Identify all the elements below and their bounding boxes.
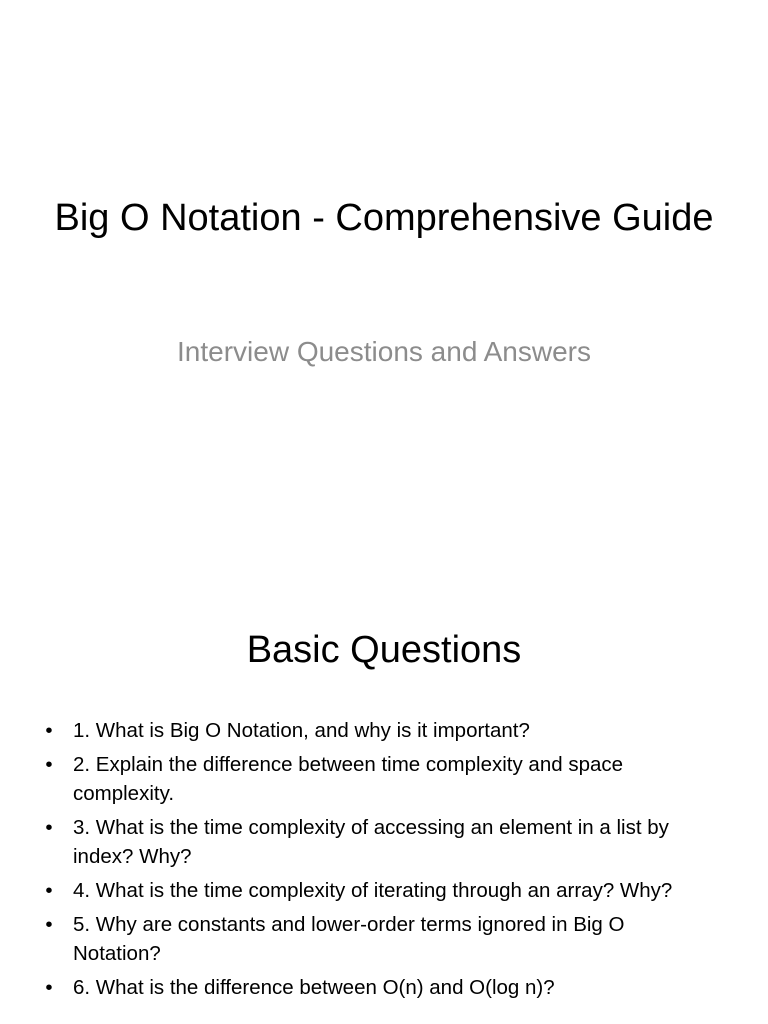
question-text: 1. What is Big O Notation, and why is it important? (73, 719, 530, 742)
list-item (40, 973, 708, 1002)
basic-questions-slide (0, 576, 768, 1024)
question-list (40, 716, 708, 1007)
question-text: 2. Explain the difference between time complexity and space complexity. (73, 753, 624, 805)
bullet-icon: • (45, 913, 53, 936)
bullet-icon: • (45, 753, 53, 776)
question-text: 5. Why are constants and lower-order terms ignored in Big O Notation? (73, 913, 625, 965)
bullet-icon: • (45, 816, 53, 839)
bullet-icon: • (45, 879, 53, 902)
list-item (40, 876, 708, 905)
presentation-title: Big O Notation - Comprehensive Guide (54, 197, 714, 239)
list-item (40, 910, 708, 968)
question-text: 6. What is the difference between O(n) and O(log n)? (73, 976, 555, 999)
bullet-icon: • (45, 976, 53, 999)
list-item (40, 813, 708, 871)
question-text: 4. What is the time complexity of iterating through an array? Why? (73, 879, 673, 902)
question-text: 3. What is the time complexity of accessing an element in a list by index? Why? (73, 816, 669, 868)
list-item (40, 716, 708, 745)
presentation-subtitle: Interview Questions and Answers (177, 336, 591, 367)
bullet-icon: • (45, 719, 53, 742)
slide-heading: Basic Questions (246, 629, 522, 671)
list-item (40, 750, 708, 808)
